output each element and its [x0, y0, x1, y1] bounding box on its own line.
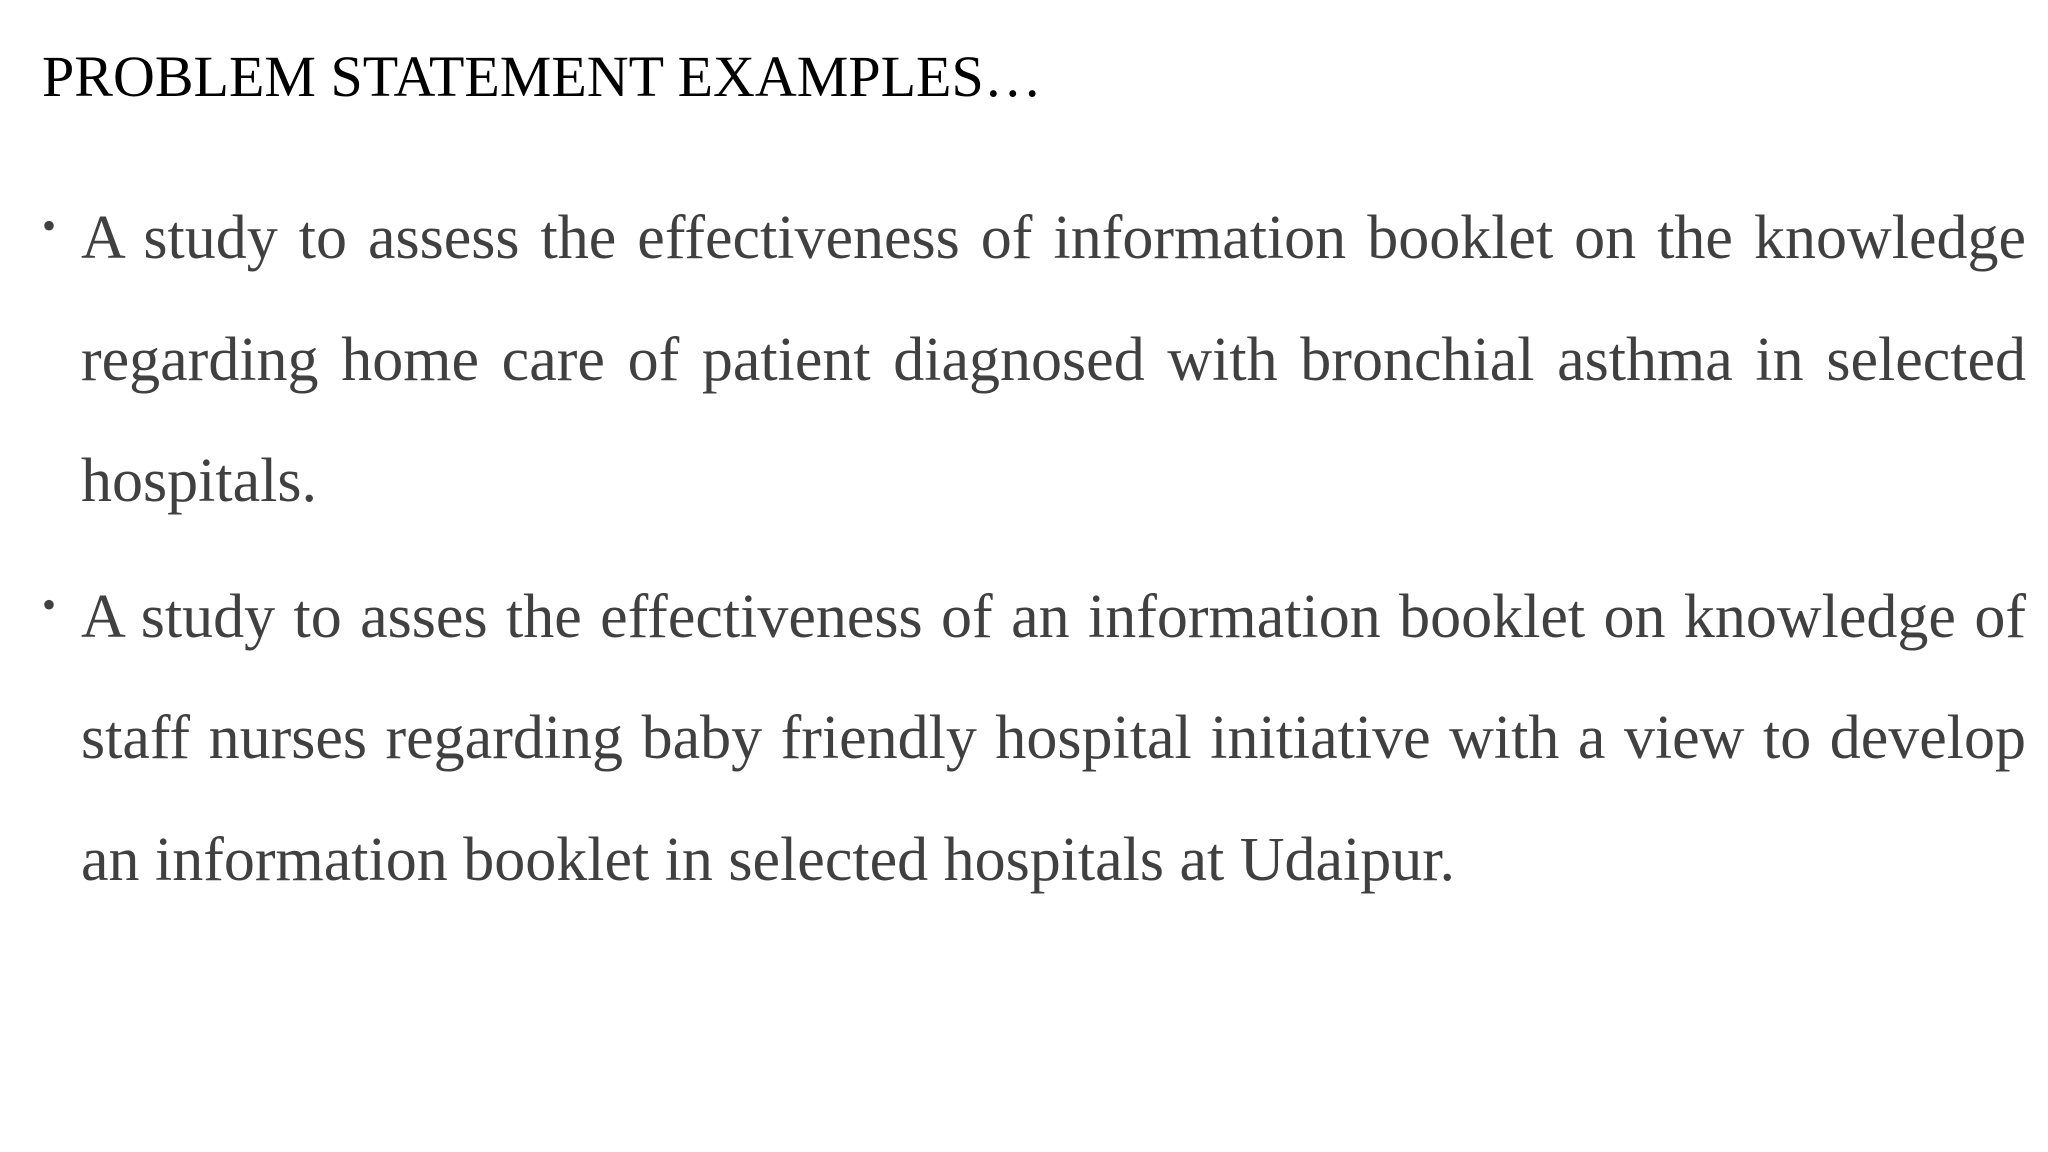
bullet-list: [42, 178, 2026, 935]
bullet-item: [42, 178, 2026, 543]
bullet-item: [42, 557, 2026, 922]
bullet-text: A study to assess the effectiveness of information booklet on the knowledge regarding home care of patient diagnosed with bronchial asthma in selected hospitals.: [81, 204, 2026, 515]
slide-title: PROBLEM STATEMENT EXAMPLES…: [42, 44, 1042, 109]
bullet-text: A study to asses the effectiveness of an information booklet on knowledge of staff nurses regarding baby friendly hospital initiative with a view to develop an information booklet in selected hospitals at Udaipur.: [81, 582, 2026, 894]
bullet-dot-icon: •: [42, 581, 57, 627]
bullet-dot-icon: •: [42, 203, 57, 248]
